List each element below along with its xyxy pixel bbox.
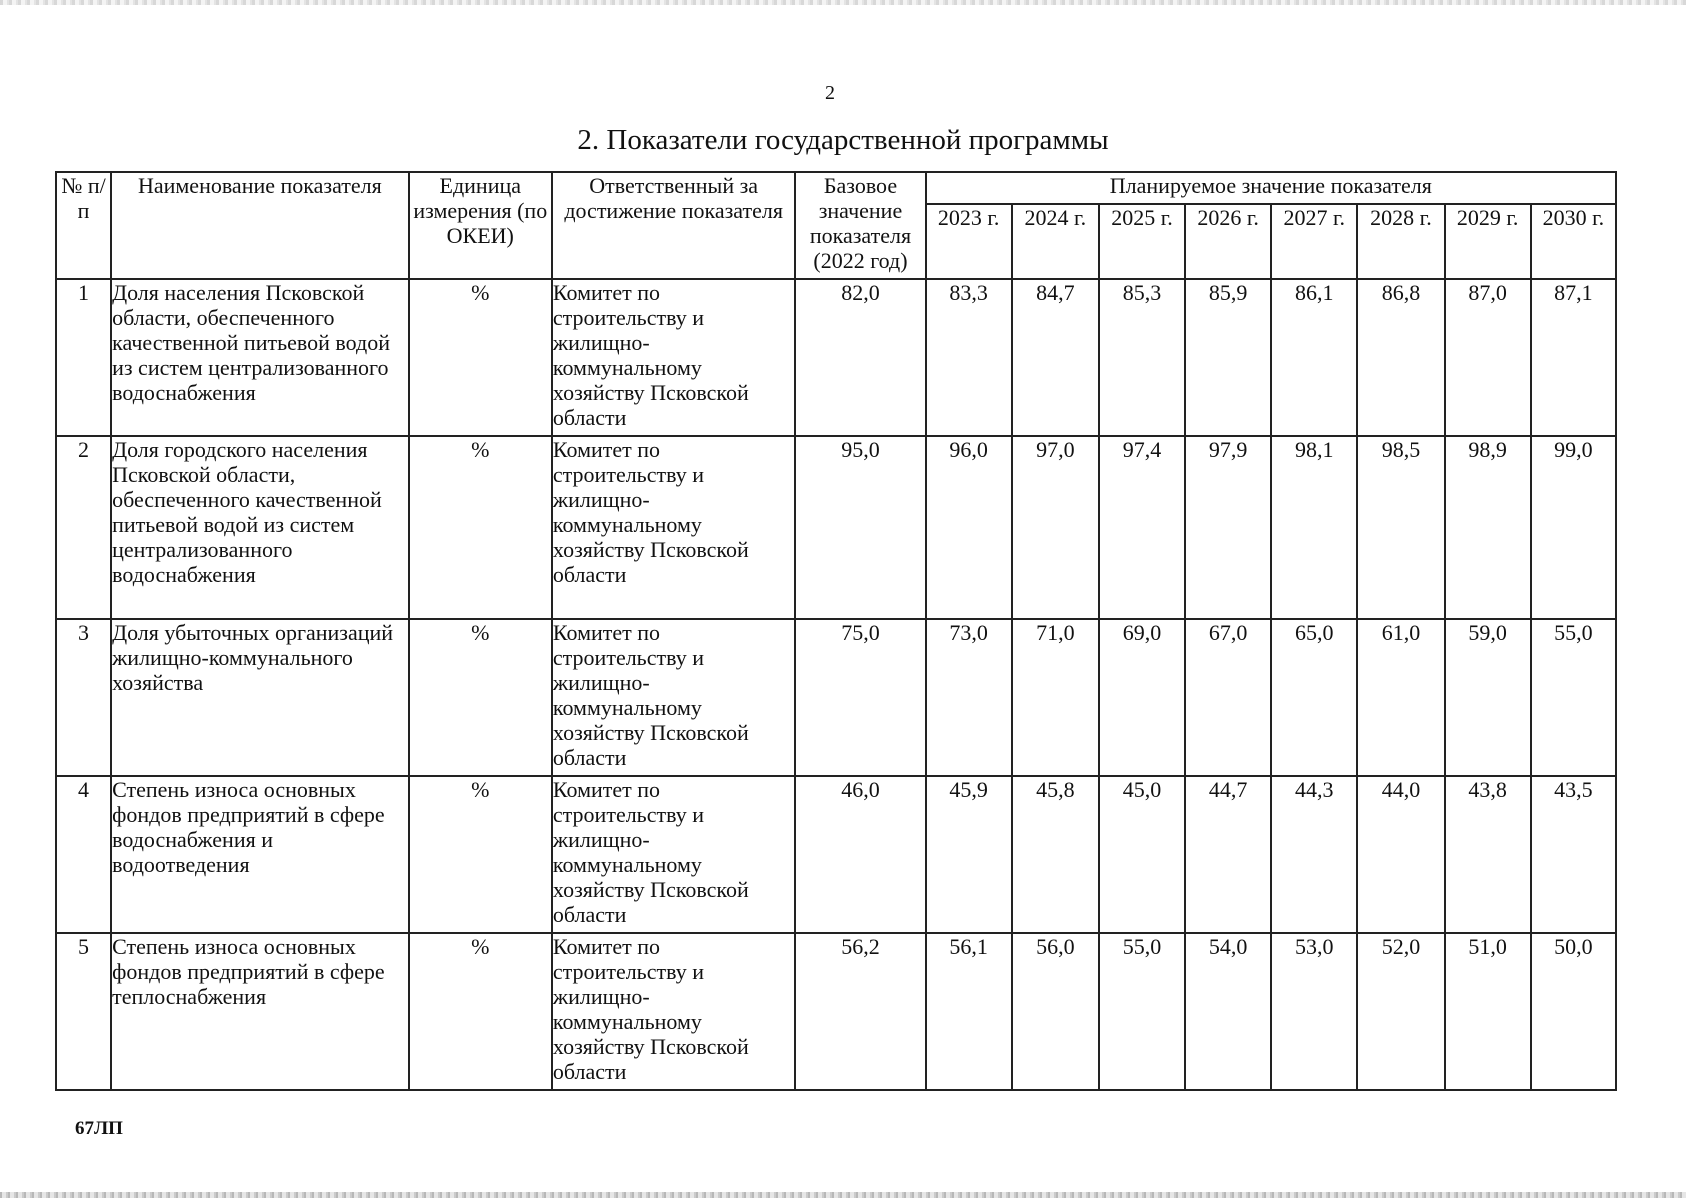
unit-cell: % xyxy=(409,436,552,619)
year-value: 59,0 xyxy=(1445,619,1531,776)
year-value: 83,3 xyxy=(926,279,1012,436)
year-value: 53,0 xyxy=(1271,933,1357,1090)
year-value: 87,1 xyxy=(1531,279,1616,436)
unit-cell: % xyxy=(409,619,552,776)
header-year: 2023 г. xyxy=(926,204,1012,279)
year-value: 98,1 xyxy=(1271,436,1357,619)
year-value: 50,0 xyxy=(1531,933,1616,1090)
row-number: 5 xyxy=(56,933,111,1090)
year-value: 97,4 xyxy=(1099,436,1185,619)
year-value: 52,0 xyxy=(1357,933,1444,1090)
year-value: 55,0 xyxy=(1099,933,1185,1090)
row-number: 1 xyxy=(56,279,111,436)
header-year: 2030 г. xyxy=(1531,204,1616,279)
row-number: 4 xyxy=(56,776,111,933)
header-row-1 xyxy=(56,172,1616,204)
table-row xyxy=(56,776,1616,933)
indicator-name: Доля городского населения Псковской области, обеспеченного качественной питьевой водой из систем централизованного водоснабжения xyxy=(111,436,409,619)
year-value: 86,8 xyxy=(1357,279,1444,436)
indicator-name: Степень износа основных фондов предприятий в сфере теплоснабжения xyxy=(111,933,409,1090)
indicator-name: Доля убыточных организаций жилищно-коммунального хозяйства xyxy=(111,619,409,776)
year-value: 98,9 xyxy=(1445,436,1531,619)
year-value: 67,0 xyxy=(1185,619,1271,776)
header-responsible: Ответственный за достижение показателя xyxy=(552,172,795,279)
indicators-table xyxy=(55,171,1617,1091)
year-value: 85,9 xyxy=(1185,279,1271,436)
base-value: 95,0 xyxy=(795,436,925,619)
responsible-cell: Комитет по строительству и жилищно-коммунальному хозяйству Псковской области xyxy=(552,933,795,1090)
row-number: 2 xyxy=(56,436,111,619)
year-value: 73,0 xyxy=(926,619,1012,776)
base-value: 46,0 xyxy=(795,776,925,933)
table-row xyxy=(56,933,1616,1090)
header-name: Наименование показателя xyxy=(111,172,409,279)
scan-edge-bottom xyxy=(0,1192,1686,1198)
unit-cell: % xyxy=(409,933,552,1090)
year-value: 84,7 xyxy=(1012,279,1099,436)
year-value: 51,0 xyxy=(1445,933,1531,1090)
year-value: 96,0 xyxy=(926,436,1012,619)
header-base: Базовое значение показателя (2022 год) xyxy=(795,172,925,279)
year-value: 44,7 xyxy=(1185,776,1271,933)
base-value: 82,0 xyxy=(795,279,925,436)
year-value: 43,8 xyxy=(1445,776,1531,933)
responsible-cell: Комитет по строительству и жилищно-коммунальному хозяйству Псковской области xyxy=(552,619,795,776)
year-value: 61,0 xyxy=(1357,619,1444,776)
unit-cell: % xyxy=(409,279,552,436)
year-value: 45,0 xyxy=(1099,776,1185,933)
header-year: 2027 г. xyxy=(1271,204,1357,279)
year-value: 56,1 xyxy=(926,933,1012,1090)
base-value: 56,2 xyxy=(795,933,925,1090)
indicator-name: Степень износа основных фондов предприятий в сфере водоснабжения и водоотведения xyxy=(111,776,409,933)
year-value: 99,0 xyxy=(1531,436,1616,619)
table-row xyxy=(56,279,1616,436)
year-value: 44,3 xyxy=(1271,776,1357,933)
header-unit: Единица измерения (по ОКЕИ) xyxy=(409,172,552,279)
header-year: 2029 г. xyxy=(1445,204,1531,279)
table-row xyxy=(56,619,1616,776)
header-num: № п/п xyxy=(56,172,111,279)
year-value: 45,8 xyxy=(1012,776,1099,933)
table-row xyxy=(56,436,1616,619)
year-value: 44,0 xyxy=(1357,776,1444,933)
year-value: 43,5 xyxy=(1531,776,1616,933)
header-year: 2025 г. xyxy=(1099,204,1185,279)
year-value: 86,1 xyxy=(1271,279,1357,436)
header-year: 2024 г. xyxy=(1012,204,1099,279)
scan-edge-top xyxy=(0,0,1686,5)
header-planned: Планируемое значение показателя xyxy=(926,172,1616,204)
unit-cell: % xyxy=(409,776,552,933)
page-title: 2. Показатели государственной программы xyxy=(577,124,1109,156)
year-value: 98,5 xyxy=(1357,436,1444,619)
year-value: 85,3 xyxy=(1099,279,1185,436)
year-value: 97,9 xyxy=(1185,436,1271,619)
year-value: 45,9 xyxy=(926,776,1012,933)
responsible-cell: Комитет по строительству и жилищно-коммунальному хозяйству Псковской области xyxy=(552,776,795,933)
year-value: 69,0 xyxy=(1099,619,1185,776)
page-number: 2 xyxy=(825,82,835,104)
header-year: 2028 г. xyxy=(1357,204,1444,279)
header-year: 2026 г. xyxy=(1185,204,1271,279)
year-value: 55,0 xyxy=(1531,619,1616,776)
year-value: 71,0 xyxy=(1012,619,1099,776)
row-number: 3 xyxy=(56,619,111,776)
responsible-cell: Комитет по строительству и жилищно-коммунальному хозяйству Псковской области xyxy=(552,436,795,619)
responsible-cell: Комитет по строительству и жилищно-коммунальному хозяйству Псковской области xyxy=(552,279,795,436)
year-value: 97,0 xyxy=(1012,436,1099,619)
year-value: 56,0 xyxy=(1012,933,1099,1090)
year-value: 87,0 xyxy=(1445,279,1531,436)
year-value: 54,0 xyxy=(1185,933,1271,1090)
year-value: 65,0 xyxy=(1271,619,1357,776)
document-code: 67ЛП xyxy=(75,1118,123,1139)
indicator-name: Доля населения Псковской области, обеспеченного качественной питьевой водой из систем централизованного водоснабжения xyxy=(111,279,409,436)
base-value: 75,0 xyxy=(795,619,925,776)
